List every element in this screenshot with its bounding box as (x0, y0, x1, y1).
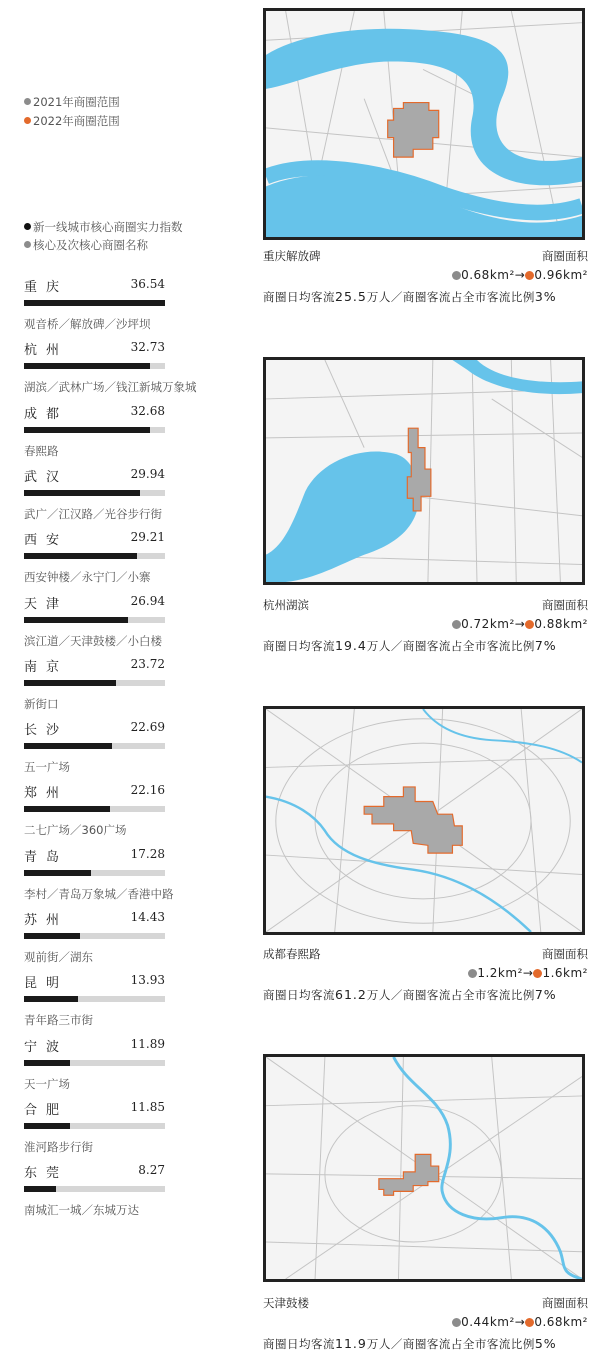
flow-value: 25.5 (335, 289, 367, 304)
legend-names (24, 237, 148, 253)
gray-dot-icon (24, 98, 31, 105)
flow-middle: 万人／商圈客流占全市客流比例 (366, 988, 535, 1002)
rank-item (24, 1162, 169, 1226)
district-names: 武广／江汉路／光谷步行街 (24, 506, 162, 521)
score-label: 23.72 (130, 656, 165, 671)
city-name: 昆明 (24, 976, 69, 992)
bar (24, 1123, 70, 1129)
map-hangzhou-svg (266, 360, 582, 582)
city-name: 长沙 (24, 723, 69, 739)
flow-middle: 万人／商圈客流占全市客流比例 (366, 1337, 535, 1351)
score-label: 11.85 (130, 1099, 165, 1114)
gray-dot-icon (452, 271, 461, 280)
map-tianjin (263, 1054, 585, 1282)
area-label: 商圈面积 (542, 249, 588, 263)
bar (24, 617, 128, 623)
bar-track (24, 1123, 165, 1129)
bar-track (24, 363, 165, 369)
flow-prefix: 商圈日均客流 (263, 988, 335, 1002)
orange-dot-icon (24, 117, 31, 124)
city-name: 天津 (24, 596, 69, 612)
score-label: 13.93 (130, 973, 165, 988)
map-tianjin-svg (266, 1057, 582, 1279)
city-name: 成都 (24, 406, 69, 422)
flow-ratio: 7% (534, 638, 557, 653)
rank-item (24, 339, 197, 403)
arrow-right-icon: → (514, 268, 526, 282)
score-label: 29.94 (130, 466, 165, 481)
district-names: 李村／青岛万象城／香港中路 (24, 886, 174, 901)
flow-prefix: 商圈日均客流 (263, 639, 335, 653)
gray-dot-icon (452, 1318, 461, 1327)
district-names: 南城汇一城／东城万达 (24, 1203, 139, 1218)
rank-item (24, 1099, 169, 1163)
district-names: 观前街／湖东 (24, 950, 93, 964)
bar-track (24, 1186, 165, 1192)
city-name: 苏州 (24, 913, 69, 928)
rank-item (24, 466, 169, 530)
map-chongqing (263, 8, 585, 240)
bar (24, 743, 112, 749)
rank-item (24, 719, 169, 783)
rank-item (24, 403, 169, 467)
flow-value: 11.9 (335, 1336, 367, 1351)
rank-item (24, 972, 169, 1036)
city-name: 东莞 (24, 1166, 69, 1182)
rank-item (24, 1036, 169, 1100)
bar (24, 996, 78, 1002)
district-names: 二七广场／360广场 (24, 823, 127, 838)
rank-item (24, 656, 169, 720)
score-label: 32.68 (130, 403, 165, 418)
score-label: 8.27 (138, 1163, 165, 1178)
area-2022: 1.6km² (542, 966, 588, 980)
flow-middle: 万人／商圈客流占全市客流比例 (366, 290, 535, 304)
score-label: 32.73 (130, 340, 165, 355)
bar (24, 490, 140, 496)
card-name: 天津鼓楼 (263, 1296, 309, 1310)
city-name: 重庆 (24, 280, 69, 295)
flow-text (263, 1336, 557, 1352)
rank-item (24, 593, 169, 657)
legend-2021-label: 2021年商圈范围 (33, 95, 120, 109)
city-name: 西安 (24, 533, 69, 549)
flow-text (263, 987, 557, 1003)
bar (24, 933, 80, 939)
flow-prefix: 商圈日均客流 (263, 1337, 335, 1351)
area-2021: 0.44km² (461, 1315, 515, 1329)
area-change (452, 1315, 588, 1329)
flow-value: 61.2 (335, 987, 367, 1002)
area-label: 商圈面积 (542, 1296, 588, 1310)
legend-index-label: 新一线城市核心商圈实力指数 (33, 220, 183, 234)
orange-dot-icon (525, 1318, 534, 1327)
bar-track (24, 996, 165, 1002)
card-name: 成都春熙路 (263, 947, 321, 961)
score-label: 29.21 (130, 530, 165, 545)
flow-ratio: 5% (534, 1336, 557, 1351)
score-label: 26.94 (130, 593, 165, 608)
bar (24, 1186, 56, 1192)
arrow-right-icon: → (514, 1315, 526, 1329)
area-2021: 0.68km² (461, 268, 515, 282)
orange-dot-icon (525, 271, 534, 280)
card-tianjin (263, 1295, 588, 1355)
city-name: 宁波 (24, 1039, 69, 1055)
rank-item (24, 529, 169, 593)
district-names: 五一广场 (24, 760, 70, 775)
flow-value: 19.4 (335, 638, 367, 653)
district-names: 滨江道／天津鼓楼／小白楼 (24, 633, 162, 648)
city-name: 郑州 (24, 786, 69, 802)
bar-track (24, 933, 165, 939)
rank-item (24, 909, 169, 973)
flow-ratio: 7% (534, 987, 557, 1002)
city-name: 武汉 (24, 469, 69, 485)
flow-text (263, 289, 557, 305)
card-name: 重庆解放碑 (263, 249, 321, 263)
bar (24, 1060, 70, 1066)
area-2022: 0.68km² (534, 1315, 588, 1329)
rank-item (24, 846, 174, 910)
flow-middle: 万人／商圈客流占全市客流比例 (366, 639, 535, 653)
legend-names-label: 核心及次核心商圈名称 (33, 238, 148, 252)
city-name: 青岛 (24, 849, 69, 865)
arrow-right-icon: → (522, 966, 534, 980)
map-chengdu-svg (266, 709, 582, 932)
score-label: 14.43 (130, 910, 165, 924)
bar-track (24, 553, 165, 559)
flow-text (263, 638, 557, 654)
area-change (452, 617, 588, 631)
legend-2022 (24, 113, 120, 129)
card-name: 杭州湖滨 (263, 598, 309, 612)
map-chengdu (263, 706, 585, 935)
gray-dot-icon (468, 969, 477, 978)
district-names: 青年路三市街 (24, 1013, 93, 1028)
bar (24, 553, 137, 559)
bar-track (24, 490, 165, 496)
area-2021: 0.72km² (461, 617, 515, 631)
city-name: 合肥 (24, 1102, 69, 1118)
bar (24, 427, 150, 433)
score-label: 11.89 (130, 1036, 165, 1051)
score-label: 36.54 (130, 277, 165, 291)
legend-2022-label: 2022年商圈范围 (33, 114, 120, 128)
card-chengdu (263, 946, 588, 1006)
card-chongqing (263, 248, 588, 308)
bar-track (24, 806, 165, 812)
score-label: 22.16 (130, 783, 165, 798)
city-name: 南京 (24, 659, 69, 675)
bar-track (24, 300, 165, 306)
bar-track (24, 743, 165, 749)
score-label: 22.69 (130, 720, 165, 735)
score-label: 17.28 (130, 846, 165, 861)
bar (24, 806, 110, 812)
legend-index (24, 219, 183, 235)
legend-2021 (24, 94, 120, 110)
area-2022: 0.96km² (534, 268, 588, 282)
rank-item (24, 276, 169, 340)
gray-dot-icon (452, 620, 461, 629)
bar-track (24, 870, 165, 876)
map-hangzhou (263, 357, 585, 585)
district-names: 西安钟楼／永宁门／小寨 (24, 570, 151, 585)
district-names: 淮河路步行街 (24, 1139, 93, 1154)
district-names: 春熙路 (24, 443, 59, 458)
bar (24, 680, 116, 686)
area-change (452, 268, 588, 282)
card-hangzhou (263, 597, 588, 657)
map-chongqing-svg (266, 11, 582, 237)
district-names: 天一广场 (24, 1076, 70, 1091)
bar (24, 870, 91, 876)
bar (24, 300, 165, 306)
bar (24, 363, 150, 369)
orange-dot-icon (525, 620, 534, 629)
city-name: 杭州 (24, 343, 69, 359)
bar-track (24, 680, 165, 686)
bar-track (24, 617, 165, 623)
flow-ratio: 3% (534, 289, 557, 304)
area-change (468, 966, 588, 980)
district-names: 湖滨／武林广场／钱江新城万象城 (24, 380, 197, 395)
black-dot-icon (24, 223, 31, 230)
bar-track (24, 427, 165, 433)
district-names: 新街口 (24, 696, 59, 711)
gray-dot-icon (24, 241, 31, 248)
flow-prefix: 商圈日均客流 (263, 290, 335, 304)
area-2022: 0.88km² (534, 617, 588, 631)
area-2021: 1.2km² (477, 966, 523, 980)
arrow-right-icon: → (514, 617, 526, 631)
area-label: 商圈面积 (542, 598, 588, 612)
rank-item (24, 782, 169, 846)
bar-track (24, 1060, 165, 1066)
area-label: 商圈面积 (542, 947, 588, 961)
district-names: 观音桥／解放碑／沙坪坝 (24, 317, 151, 331)
